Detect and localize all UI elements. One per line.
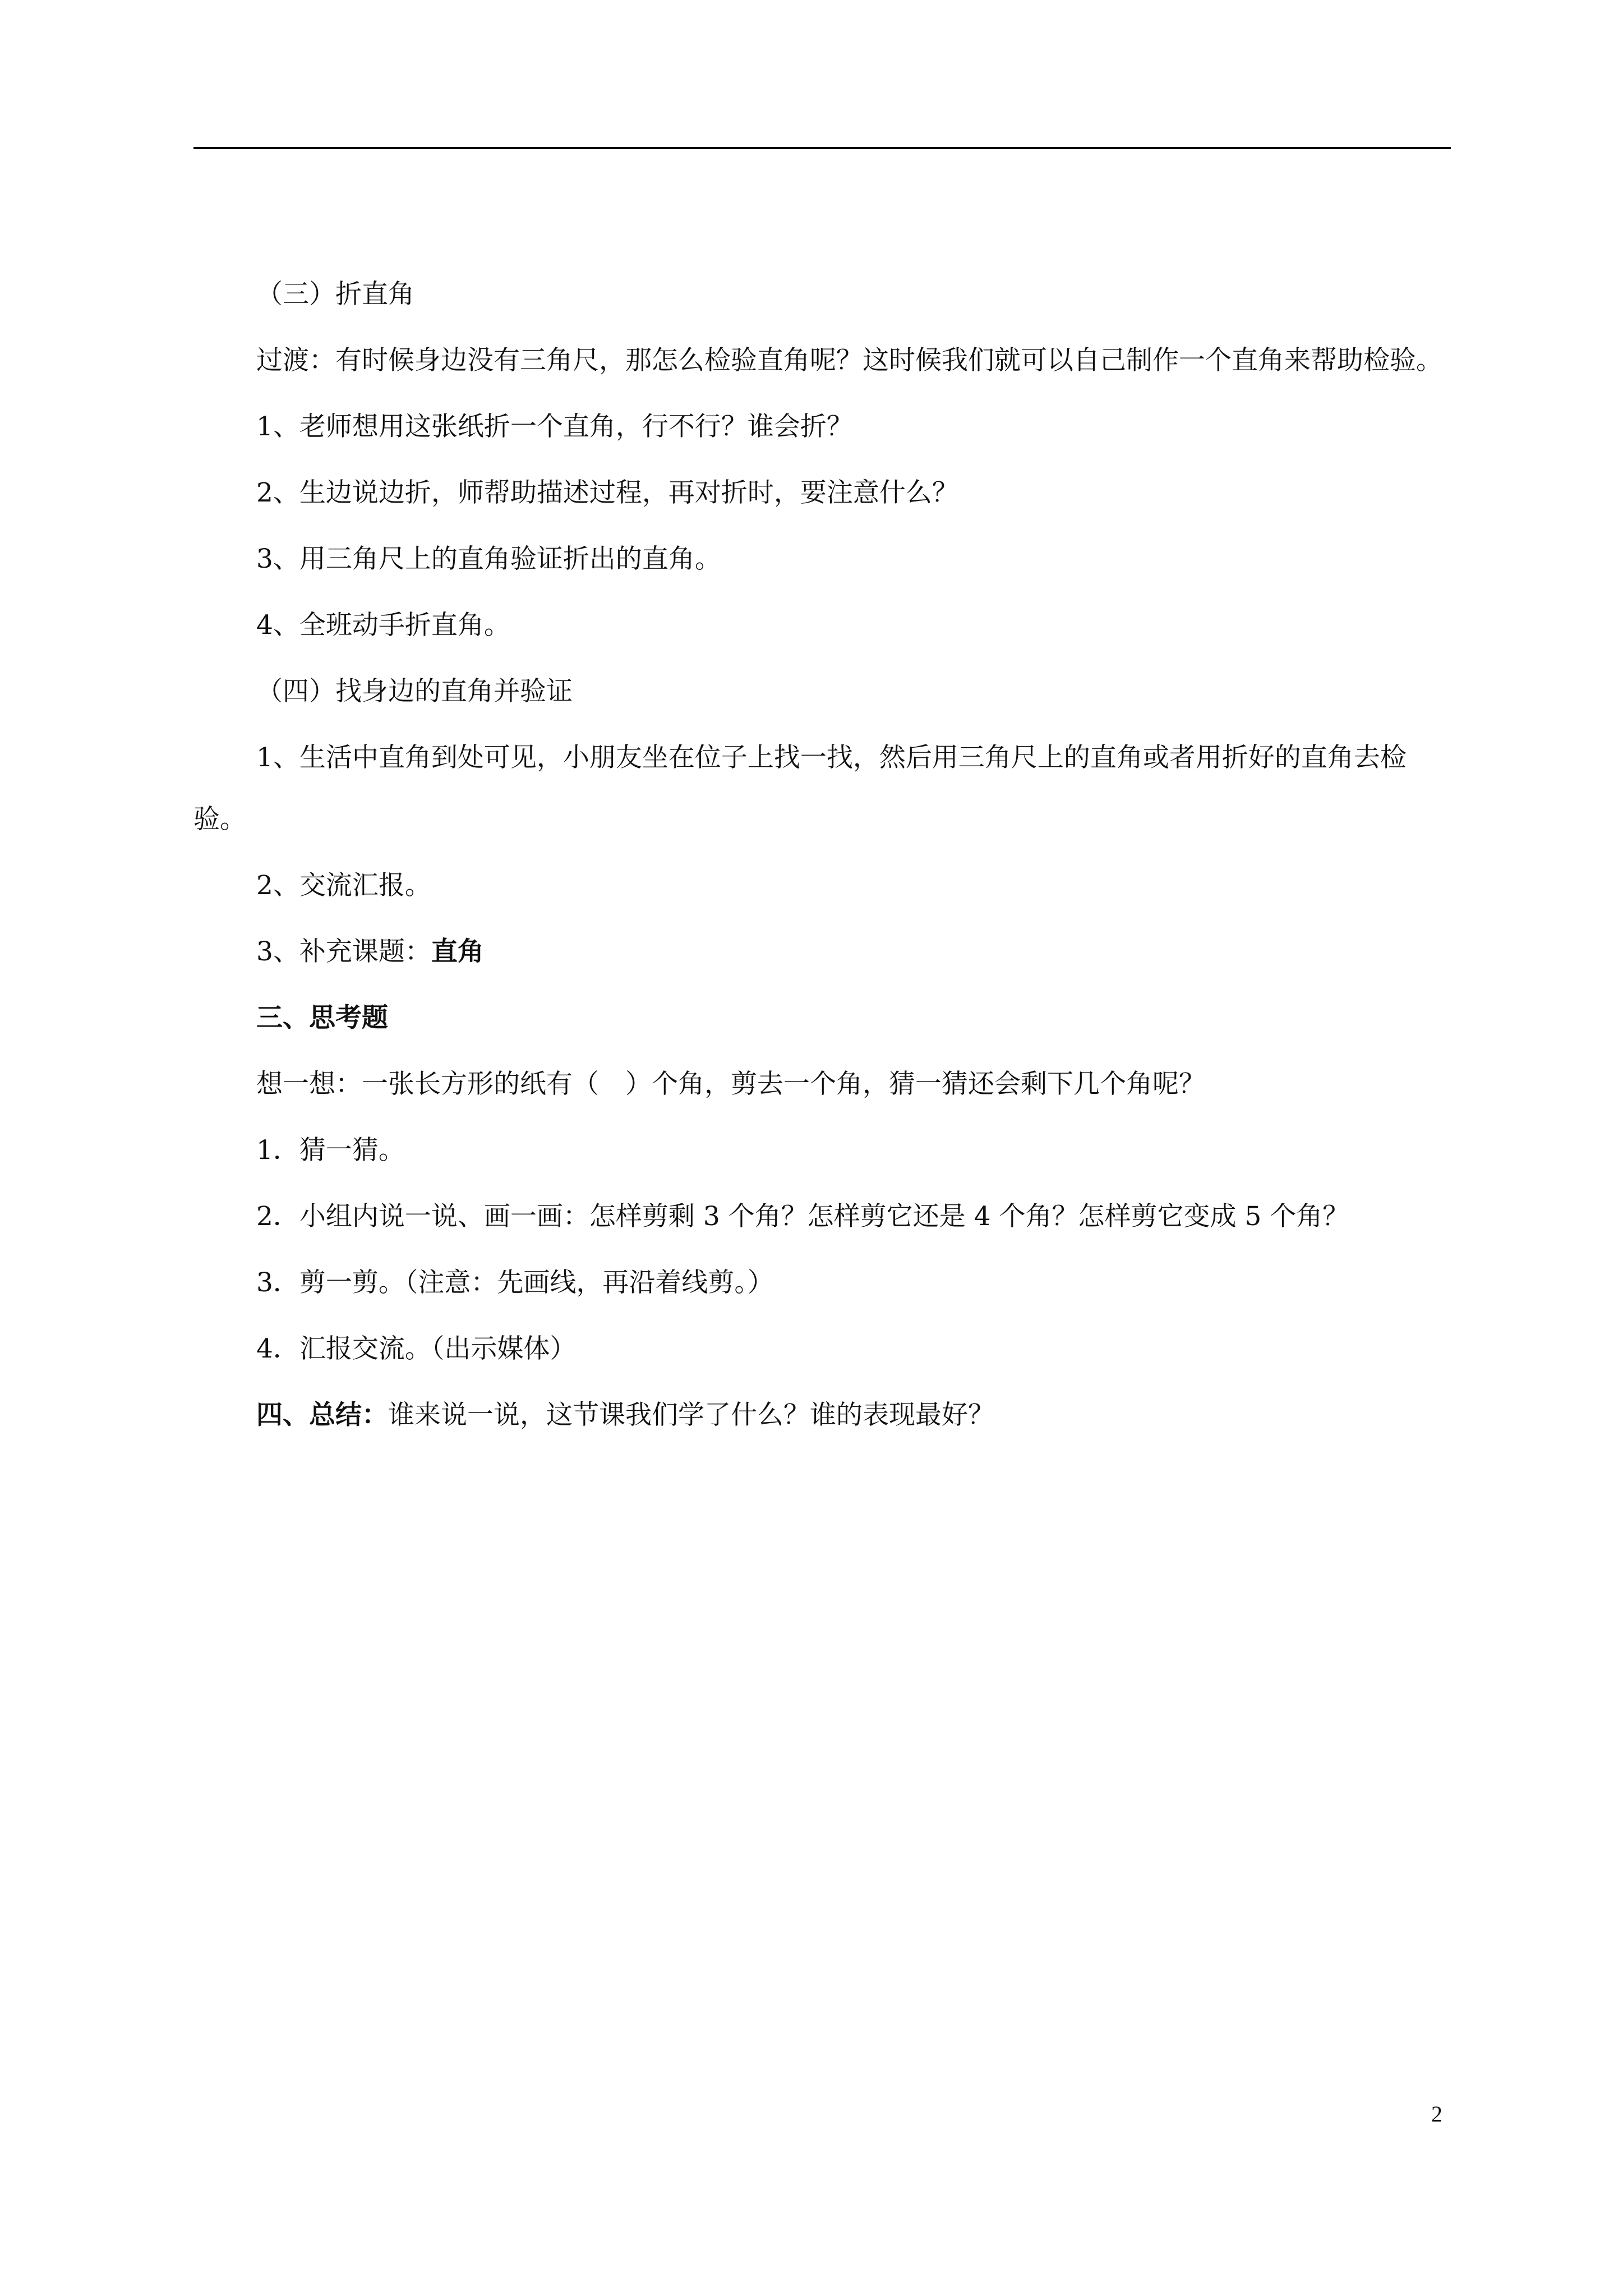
list-item-topic: [193, 921, 1451, 983]
topic-title: 直角: [431, 936, 484, 967]
header-rule: [193, 147, 1451, 149]
list-item: 4、全班动手折直角。: [256, 610, 510, 641]
thinking-intro: 想一想：一张长方形的纸有（ ）个角，剪去一个角，猜一猜还会剩下几个角呢？: [256, 1069, 1205, 1099]
list-item: 4．汇报交流。（出示媒体）: [256, 1333, 577, 1364]
list-item: 3．剪一剪。（注意：先画线，再沿着线剪。）: [256, 1267, 774, 1298]
page-number: 2: [1431, 2101, 1442, 2127]
list-item: 2、交流汇报。: [256, 870, 431, 901]
document-body: [193, 264, 1451, 1446]
summary-paragraph: [193, 1384, 1451, 1446]
topic-prefix: 3、补充课题：: [256, 936, 431, 967]
transition-paragraph: 过渡：有时候身边没有三角尺，那怎么检验直角呢？这时候我们就可以自己制作一个直角来帮助检验。: [256, 345, 1442, 376]
list-item: 2、生边说边折，师帮助描述过程，再对折时，要注意什么？: [256, 477, 958, 508]
summary-label: 四、总结：: [256, 1400, 388, 1430]
list-item: 1、生活中直角到处可见，小朋友坐在位子上找一找，然后用三角尺上的直角或者用折好的直角去检验。: [193, 742, 1407, 835]
section-heading-fold-right-angle: （三）折直角: [256, 279, 414, 310]
list-item: 1、老师想用这张纸折一个直角，行不行？谁会折？: [256, 411, 853, 442]
summary-text: 谁来说一说，这节课我们学了什么？谁的表现最好？: [388, 1400, 994, 1430]
list-item: 3、用三角尺上的直角验证折出的直角。: [256, 544, 721, 574]
list-item: 1．猜一猜。: [256, 1135, 405, 1166]
thinking-heading: 三、思考题: [256, 1002, 388, 1033]
section-heading-find-right-angles: （四）找身边的直角并验证: [256, 676, 573, 707]
list-item: 2．小组内说一说、画一画：怎样剪剩 3 个角？怎样剪它还是 4 个角？怎样剪它变成 5 个角？: [256, 1201, 1349, 1232]
